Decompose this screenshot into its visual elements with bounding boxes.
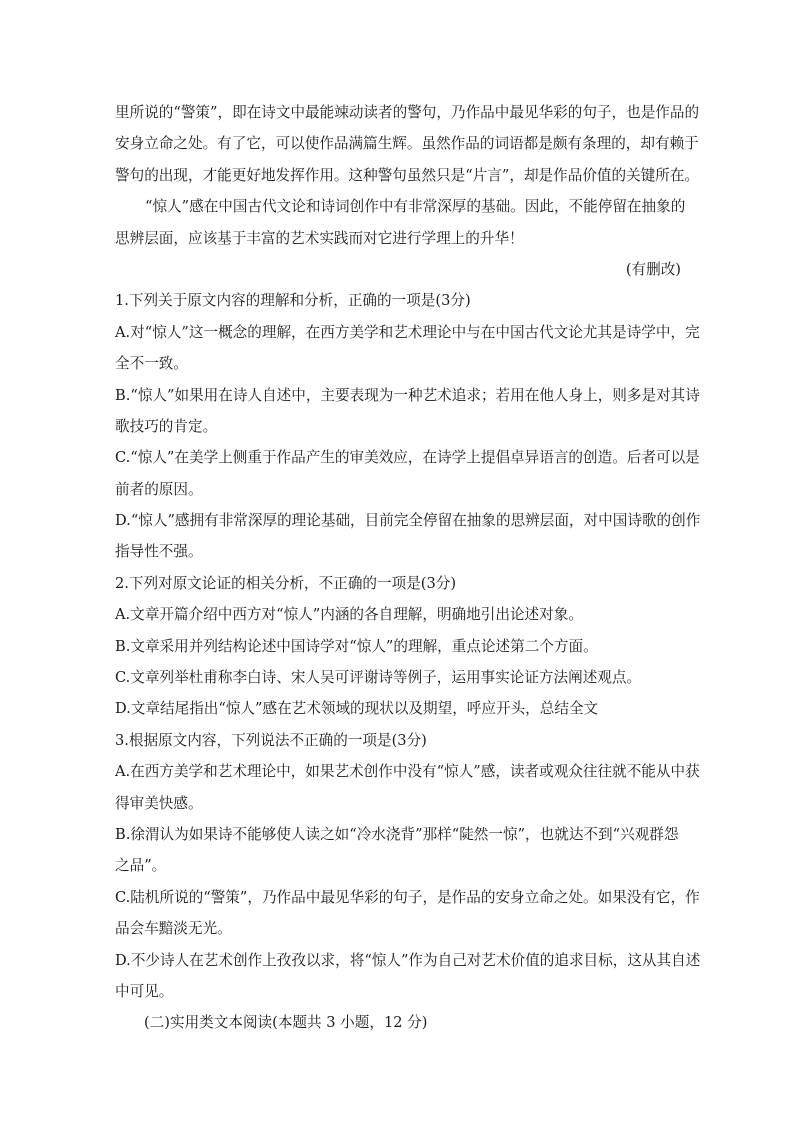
- question-3-option-a: A.在西方美学和艺术理论中，如果艺术创作中没有“惊人”感，读者或观众往往就不能从中获: [115, 763, 700, 781]
- question-3-option-b: B.徐渭认为如果诗不能够使人读之如“冷水浇背”那样“陡然一惊”，也就达不到“兴观群怨: [115, 825, 679, 843]
- section-heading: (二)实用类文本阅读(本题共 3 小题，12 分): [144, 1014, 428, 1032]
- question-1-stem: 1.下列关于原文内容的理解和分析，正确的一项是(3分): [115, 292, 471, 310]
- question-3-option-b-cont: 之品”。: [115, 857, 167, 875]
- question-3-stem: 3.根据原文内容，下列说法不正确的一项是(3分): [115, 731, 427, 749]
- question-2-option-c: C.文章列举杜甫称李白诗、宋人吴可评谢诗等例子，运用事实论证方法阐述观点。: [115, 669, 642, 687]
- question-1-option-b: B.“惊人”如果用在诗人自述中，主要表现为一种艺术追求；若用在他人身上，则多是对其诗: [115, 386, 700, 404]
- question-3-option-c: C.陆机所说的“警策”，乃作品中最见华彩的句子，是作品的安身立命之处。如果没有它，作: [115, 888, 700, 906]
- question-2-option-d: D.文章结尾指出“惊人”感在艺术领域的现状以及期望，呼应开头，总结全文: [115, 700, 599, 718]
- passage-line: 安身立命之处。有了它，可以使作品满篇生辉。虽然作品的词语都是颇有条理的，却有赖于: [115, 135, 699, 153]
- question-3-option-a-cont: 得审美快感。: [115, 794, 203, 812]
- question-1-option-a-cont: 全不一致。: [115, 355, 188, 373]
- question-2-stem: 2.下列对原文论证的相关分析，不正确的一项是(3分): [115, 574, 457, 592]
- passage-line: “惊人”感在中国古代文论和诗词创作中有非常深厚的基础。因此，不能停留在抽象的: [145, 198, 686, 216]
- question-1-option-a: A.对“惊人”这一概念的理解，在西方美学和艺术理论中与在中国古代文论尤其是诗学中，完: [115, 323, 700, 341]
- question-1-option-c: C.“惊人”在美学上侧重于作品产生的审美效应，在诗学上提倡卓异语言的创造。后者可以是: [115, 449, 700, 467]
- question-2-option-a: A.文章开篇介绍中西方对“惊人”内涵的各自理解，明确地引出论述对象。: [115, 606, 583, 624]
- passage-line: 里所说的“警策”，即在诗文中最能竦动读者的警句，乃作品中最见华彩的句子，也是作品的: [115, 104, 700, 121]
- question-1-option-b-cont: 歌技巧的肯定。: [115, 417, 218, 435]
- question-2-option-b: B.文章采用并列结构论述中国诗学对“惊人”的理解，重点论述第二个方面。: [115, 637, 598, 655]
- passage-line: 思辨层面，应该基于丰富的艺术实践而对它进行学理上的升华！: [115, 229, 524, 247]
- question-3-option-d: D.不少诗人在艺术创作上孜孜以求，将“惊人”作为自己对艺术价值的追求目标，这从其自述: [115, 951, 701, 969]
- question-1-option-d-cont: 指导性不强。: [115, 543, 203, 561]
- passage-line: 警句的出现，才能更好地发挥作用。这种警句虽然只是“片言”，却是作品价值的关键所在。: [115, 166, 700, 184]
- question-1-option-d: D.“惊人”感拥有非常深厚的理论基础，目前完全停留在抽象的思辨层面，对中国诗歌的创作: [115, 512, 701, 530]
- question-3-option-d-cont: 中可见。: [115, 982, 174, 1000]
- document-body: [115, 97, 701, 1039]
- source-note: (有删改): [625, 260, 681, 278]
- question-3-option-c-cont: 品会车黯淡无光。: [115, 920, 232, 938]
- question-1-option-c-cont: 前者的原因。: [115, 480, 203, 498]
